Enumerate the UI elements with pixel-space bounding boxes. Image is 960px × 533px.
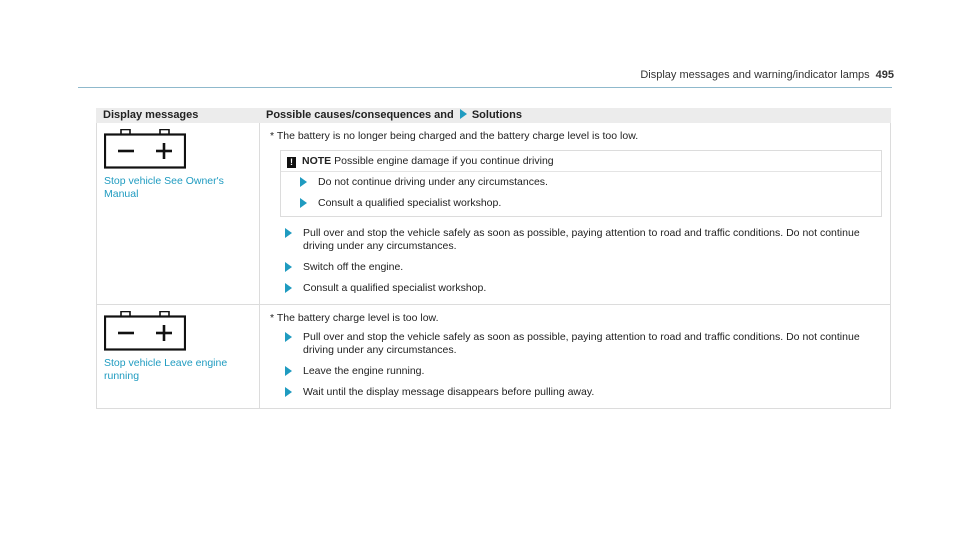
table-row (97, 305, 891, 409)
running-header-title: Display messages and warning/indicator lamps (640, 69, 870, 81)
solution-steps (280, 227, 882, 295)
arrow-icon (285, 332, 292, 342)
arrow-icon (300, 177, 307, 187)
header-causes-label: Possible causes/consequences and (266, 109, 454, 121)
running-header (640, 69, 894, 81)
solution-step (280, 282, 882, 295)
causes-cell (260, 123, 891, 305)
header-causes-solutions (260, 109, 891, 123)
cause-text: * The battery is no longer being charged and the battery charge level is too low. (270, 130, 639, 142)
table-row (97, 123, 891, 305)
message-cell (97, 305, 260, 409)
header-rule (78, 87, 892, 88)
display-messages-table (96, 108, 891, 409)
note-step (295, 176, 881, 189)
arrow-icon (460, 109, 467, 119)
solution-step-text: Wait until the display message disappears before pulling away. (303, 386, 595, 398)
solution-step (280, 261, 882, 274)
battery-icon (104, 311, 186, 351)
note-header (281, 151, 881, 172)
arrow-icon (285, 228, 292, 238)
message-cell (97, 123, 260, 305)
note-body (281, 172, 881, 216)
message-text: Stop vehicle See Owner's Manual (104, 175, 224, 200)
page-number: 495 (875, 69, 894, 81)
cause-text: * The battery charge level is too low. (270, 312, 439, 324)
arrow-icon (285, 262, 292, 272)
solution-steps (280, 331, 882, 399)
solution-step (280, 365, 882, 378)
solution-step-text: Pull over and stop the vehicle safely as soon as possible, paying attention to road and traffic conditions. Do not continue driving under any circumstances. (303, 331, 860, 356)
note-step-text: Consult a qualified specialist workshop. (318, 197, 502, 209)
note-box (280, 150, 882, 217)
note-step (295, 197, 881, 210)
battery-icon (104, 129, 186, 169)
arrow-icon (285, 387, 292, 397)
solution-step-text: Switch off the engine. (303, 261, 404, 273)
arrow-icon (285, 366, 292, 376)
causes-cell (260, 305, 891, 409)
header-display-messages: Display messages (97, 109, 260, 123)
note-step-text: Do not continue driving under any circumstances. (318, 176, 548, 188)
solution-step-text: Consult a qualified specialist workshop. (303, 282, 487, 294)
solution-step (280, 331, 882, 357)
solution-step (280, 386, 882, 399)
arrow-icon (285, 283, 292, 293)
arrow-icon (300, 198, 307, 208)
header-solutions-label: Solutions (471, 109, 522, 121)
solution-step-text: Pull over and stop the vehicle safely as soon as possible, paying attention to road and traffic conditions. Do not continue driving under any circumstances. (303, 227, 860, 252)
table-header-row (97, 109, 891, 123)
note-title: Possible engine damage if you continue driving (334, 155, 554, 167)
warning-icon: ! (287, 157, 296, 168)
message-text: Stop vehicle Leave engine running (104, 357, 228, 382)
solution-step (280, 227, 882, 253)
solution-step-text: Leave the engine running. (303, 365, 425, 377)
note-label: NOTE (302, 155, 332, 167)
